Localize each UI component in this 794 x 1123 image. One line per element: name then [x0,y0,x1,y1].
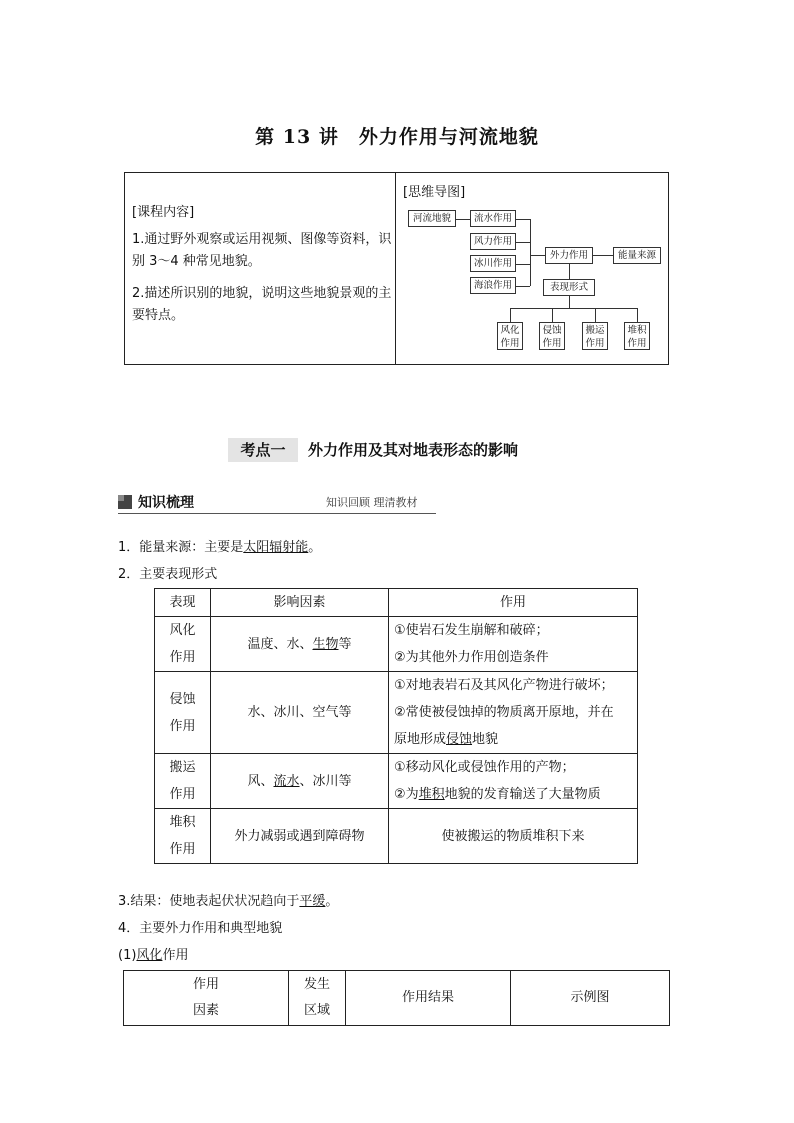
mindmap-cause: 海浪作用 [470,277,516,294]
course-table [124,172,669,365]
table-header: 发生 区域 [289,971,346,1026]
course-heading: [课程内容] [132,205,195,220]
connector [593,255,613,256]
table-row [155,672,638,754]
row-factor: 风、流水、冰川等 [211,754,389,809]
table-row [155,754,638,809]
connector [552,308,553,322]
table-header: 影响因素 [211,589,389,617]
table-header: 作用 因素 [124,971,289,1026]
mindmap-cause: 流水作用 [470,210,516,227]
page-title: 第 13 讲 外力作用与河流地貌 [255,126,539,148]
connector [516,219,530,220]
connector [569,296,570,308]
mindmap-leaf: 搬运作用 [582,322,608,350]
item-2: 2．主要表现形式 [118,567,218,582]
row-effect: ①移动风化或侵蚀作用的产物； ②为堆积地貌的发育输送了大量物质 [389,754,638,809]
table-header: 作用 [389,589,638,617]
table-header: 表现 [155,589,211,617]
connector [569,264,570,279]
row-effect: ①对地表岩石及其风化产物进行破坏； ②常使被侵蚀掉的物质离开原地，并在 原地形成侵蚀地貌 [389,672,638,754]
mindmap-leaf: 风化作用 [497,322,523,350]
connector [530,219,531,286]
mindmap-leaf: 堆积作用 [624,322,650,350]
row-effect: 使被搬运的物质堆积下来 [389,809,638,864]
row-name: 侵蚀 作用 [155,672,211,754]
mindmap-center: 外力作用 [545,247,593,264]
section-square-icon [118,495,132,509]
mindmap-leaf: 侵蚀作用 [539,322,565,350]
connector [530,255,545,256]
item-4: 4．主要外力作用和典型地貌 [118,921,283,936]
weathering-table [123,970,670,1026]
connector [510,308,637,309]
connector [516,286,530,287]
table-row [155,809,638,864]
row-name: 堆积 作用 [155,809,211,864]
forms-table [154,588,638,864]
header-rule [118,513,436,514]
mindmap-energy: 能量来源 [613,247,661,264]
item-3: 3.结果：使地表起伏状况趋向于平缓。 [118,894,339,909]
section-title: 外力作用及其对地表形态的影响 [308,441,519,459]
connector [516,264,530,265]
course-line-1: 1.通过野外观察或运用视频、图像等资料，识别 3～4 种常见地貌。 [132,232,392,269]
connector [510,308,511,322]
connector [516,242,530,243]
table-header-row [155,589,638,617]
mindmap-cause: 风力作用 [470,233,516,250]
connector [456,219,470,220]
item-5: (1)风化作用 [118,948,189,963]
knowledge-label: 知识梳理 [138,495,194,511]
table-row [155,617,638,672]
section-tag: 考点一 [228,438,298,462]
row-factor: 温度、水、生物等 [211,617,389,672]
row-effect: ①使岩石发生崩解和破碎； ②为其他外力作用创造条件 [389,617,638,672]
mindmap-root: 河流地貌 [408,210,456,227]
item-1: 1．能量来源：主要是太阳辐射能。 [118,540,322,555]
table-header: 作用结果 [346,971,511,1026]
row-factor: 水、冰川、空气等 [211,672,389,754]
row-factor: 外力减弱或遇到障碍物 [211,809,389,864]
connector [595,308,596,322]
row-name: 风化 作用 [155,617,211,672]
course-line-2: 2.描述所识别的地貌，说明这些地貌景观的主要特点。 [132,286,392,323]
table-header-row [124,971,670,1026]
mindmap-cause: 冰川作用 [470,255,516,272]
connector [637,308,638,322]
table-header: 示例图 [511,971,670,1026]
knowledge-sub: 知识回顾 理清教材 [326,496,418,509]
divider [395,173,396,364]
mindmap-forms: 表现形式 [543,279,595,296]
row-name: 搬运 作用 [155,754,211,809]
mindmap-heading: [思维导图] [403,185,466,200]
